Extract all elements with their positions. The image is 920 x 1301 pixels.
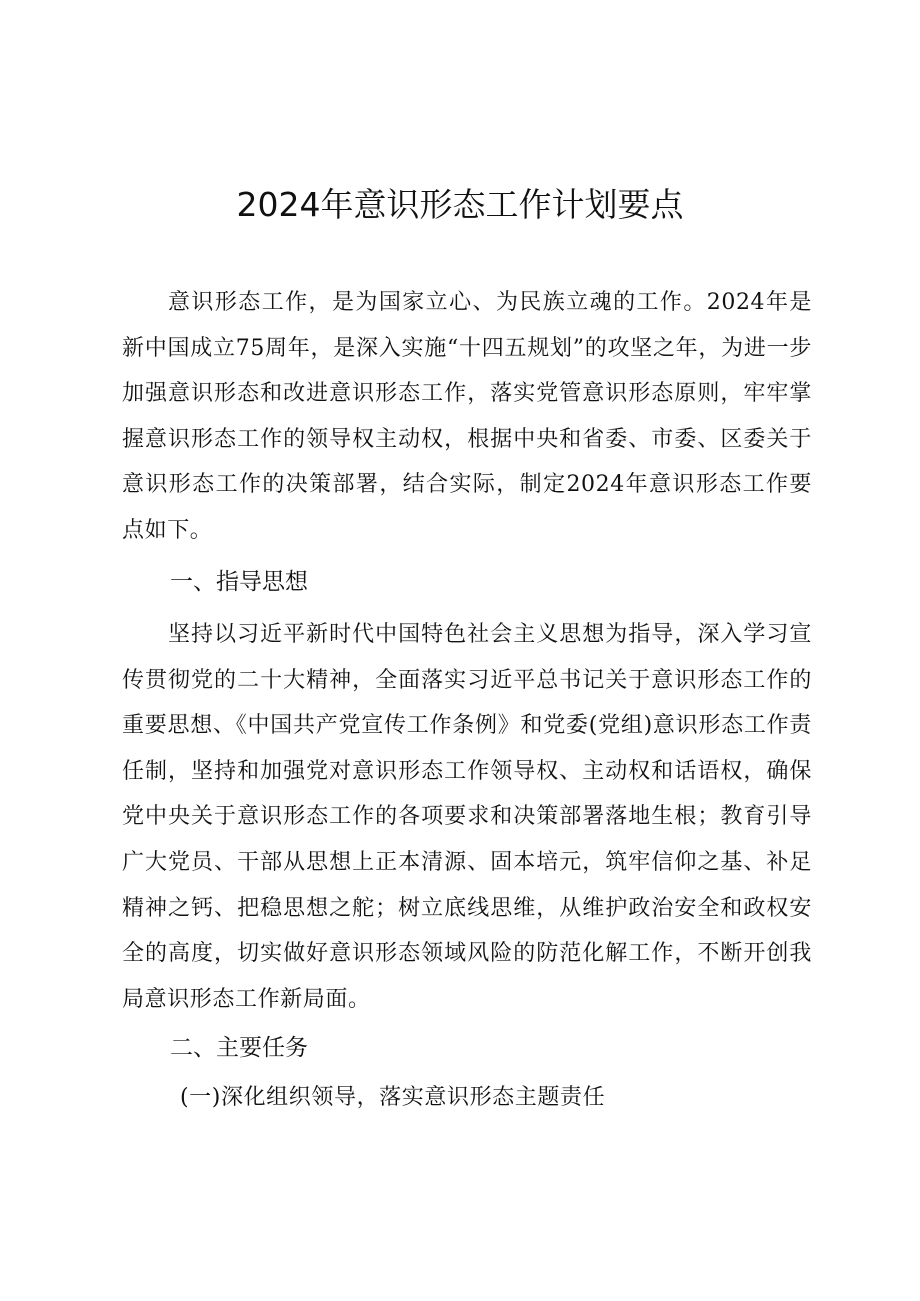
subsection-heading-organization-leadership: (一)深化组织领导，落实意识形态主题责任 <box>180 1085 606 1110</box>
document-title: 2024年意识形态工作计划要点 <box>236 185 684 224</box>
intro-paragraph: 意识形态工作，是为国家立心、为民族立魂的工作。2024年是新中国成立75周年，是深入实施“十四五规划”的攻坚之年，为进一步加强意识形态和改进意识形态工作，落实党管意识形态原则，牢牢掌握意识形态工作的领导权主动权，根据中央和省委、市委、区委关于意识形态工作的决策部署，结合实际，制定2024年意识形态工作要点如下。 <box>122 290 812 543</box>
section-heading-main-tasks: 二、主要任务 <box>170 1035 308 1061</box>
guiding-ideology-paragraph: 坚持以习近平新时代中国特色社会主义思想为指导，深入学习宣传贯彻党的二十大精神，全面落实习近平总书记关于意识形态工作的重要思想、《中国共产党宣传工作条例》和党委(党组)意识形态工作责任制，坚持和加强党对意识形态工作领导权、主动权和话语权，确保党中央关于意识形态工作的各项要求和决策部署落地生根；教育引导广大党员、干部从思想上正本清源、固本培元，筑牢信仰之基、补足精神之钙、把稳思想之舵；树立底线思维，从维护政治安全和政权安全的高度，切实做好意识形态领域风险的防范化解工作，不断开创我局意识形态工作新局面。 <box>122 622 812 1012</box>
section-heading-guiding-ideology: 一、指导思想 <box>170 569 308 595</box>
